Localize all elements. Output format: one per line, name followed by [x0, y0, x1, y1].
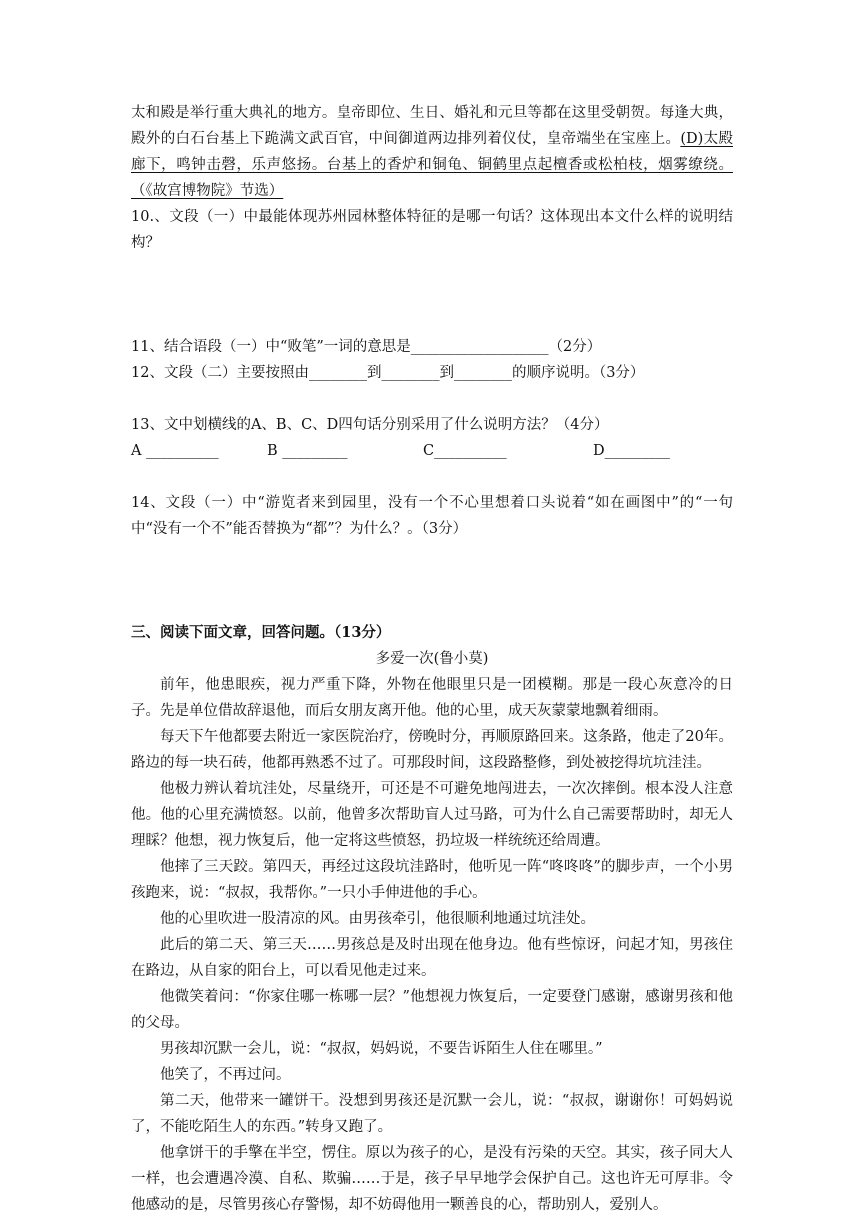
question-13: 13、文中划横线的A、B、C、D四句话分别采用了什么说明方法？（4分） [131, 417, 609, 433]
question-11: 11、结合语段（一）中“败笔”一词的意思是___________________（2分） [131, 339, 602, 355]
answer-space [131, 542, 733, 620]
article-paragraph: 他极力辨认着坑洼处，尽量绕开，可还是不可避免地闯进去，一次次摔倒。根本没人注意他。他的心里充满愤怒。以前，他曾多次帮助盲人过马路，可为什么自己需要帮助时，却无人理睬？他想，视力恢复后，他一定将这些愤怒，扔垃圾一样统统还给周遭。 [131, 781, 733, 849]
section-3-heading: 三、阅读下面文章，回答问题。（13分） [131, 624, 391, 641]
passage-text: 太和殿是举行重大典礼的地方。皇帝即位、生日、婚礼和元旦等都在这里受朝贺。每逢大典，殿外的白石台基上下跪满文武百官，中间御道两边排列着仪仗，皇帝端坐在宝座上。 [131, 105, 733, 147]
article-paragraph: 此后的第二天、第三天……男孩总是及时出现在他身边。他有些惊讶，问起才知，男孩住在路边，从自家的阳台上，可以看见他走过来。 [131, 937, 733, 979]
option-c: C__________ [423, 443, 507, 459]
passage-excerpt [131, 100, 733, 204]
article-title: 多爱一次(鲁小莫) [375, 651, 489, 667]
spacer [131, 464, 733, 490]
article-paragraph: 他笑了，不再过问。 [160, 1067, 291, 1083]
option-a: A __________ [131, 443, 219, 459]
answer-space [131, 256, 733, 334]
article-paragraph: 他的心里吹进一股清凉的风。由男孩牵引，他很顺利地通过坑洼处。 [160, 911, 595, 927]
article-paragraph: 男孩却沉默一会儿，说：“叔叔，妈妈说，不要告诉陌生人住在哪里。” [160, 1041, 603, 1057]
article-paragraph: 他摔了三天跤。第四天，再经过这段坑洼路时，他听见一阵“咚咚咚”的脚步声，一个小男孩跑来，说：“叔叔，我帮你。”一只小手伸进他的手心。 [131, 859, 733, 901]
underlined-sentence-d: (D)太殿廊下，鸣钟击磬，乐声悠扬。台基上的香炉和铜龟、铜鹤里点起檀香或松柏枝，烟雾缭绕。（《故宫博物院》节选） [131, 131, 733, 199]
article-paragraph: 前年，他患眼疾，视力严重下降，外物在他眼里只是一团模糊。那是一段心灰意冷的日子。先是单位借故辞退他，而后女朋友离开他。他的心里，成天灰蒙蒙地飘着细雨。 [131, 677, 733, 719]
article-paragraph: 他微笑着问：“你家住哪一栋哪一层？”他想视力恢复后，一定要登门感谢，感谢男孩和他的父母。 [131, 989, 733, 1031]
article-paragraph: 每天下午他都要去附近一家医院治疗，傍晚时分，再顺原路回来。这条路，他走了20年。路边的每一块石砖，他都再熟悉不过了。可那段时间，这段路整修，到处被挖得坑坑洼洼。 [131, 729, 733, 771]
spacer [131, 386, 733, 412]
option-b: B _________ [267, 443, 348, 459]
document-page [131, 100, 733, 1218]
question-12: 12、文段（二）主要按照由________到________到________的顺序说明。（3分） [131, 365, 645, 381]
option-d: D_________ [593, 443, 670, 459]
question-14: 14、文段（一）中“游览者来到园里，没有一个不心里想着口头说着“如在画图中”的“一句中“没有一个不”能否替换为“都”？为什么？。（3分） [131, 495, 733, 537]
article-paragraph: 他拿饼干的手擎在半空，愣住。原以为孩子的心，是没有污染的天空。其实，孩子同大人一样，也会遭遇冷漠、自私、欺骗……于是，孩子早早地学会保护自己。这也许无可厚非。令他感动的是，尽管男孩心存警惕，却不妨碍他用一颗善良的心，帮助别人，爱别人。 [131, 1145, 733, 1213]
question-13-options [131, 438, 733, 464]
question-10: 10.、文段（一）中最能体现苏州园林整体特征的是哪一句话？这体现出本文什么样的说明结构？ [131, 209, 733, 251]
article-paragraph: 第二天，他带来一罐饼干。没想到男孩还是沉默一会儿，说：“叔叔，谢谢你！可妈妈说了，不能吃陌生人的东西。”转身又跑了。 [131, 1093, 733, 1135]
